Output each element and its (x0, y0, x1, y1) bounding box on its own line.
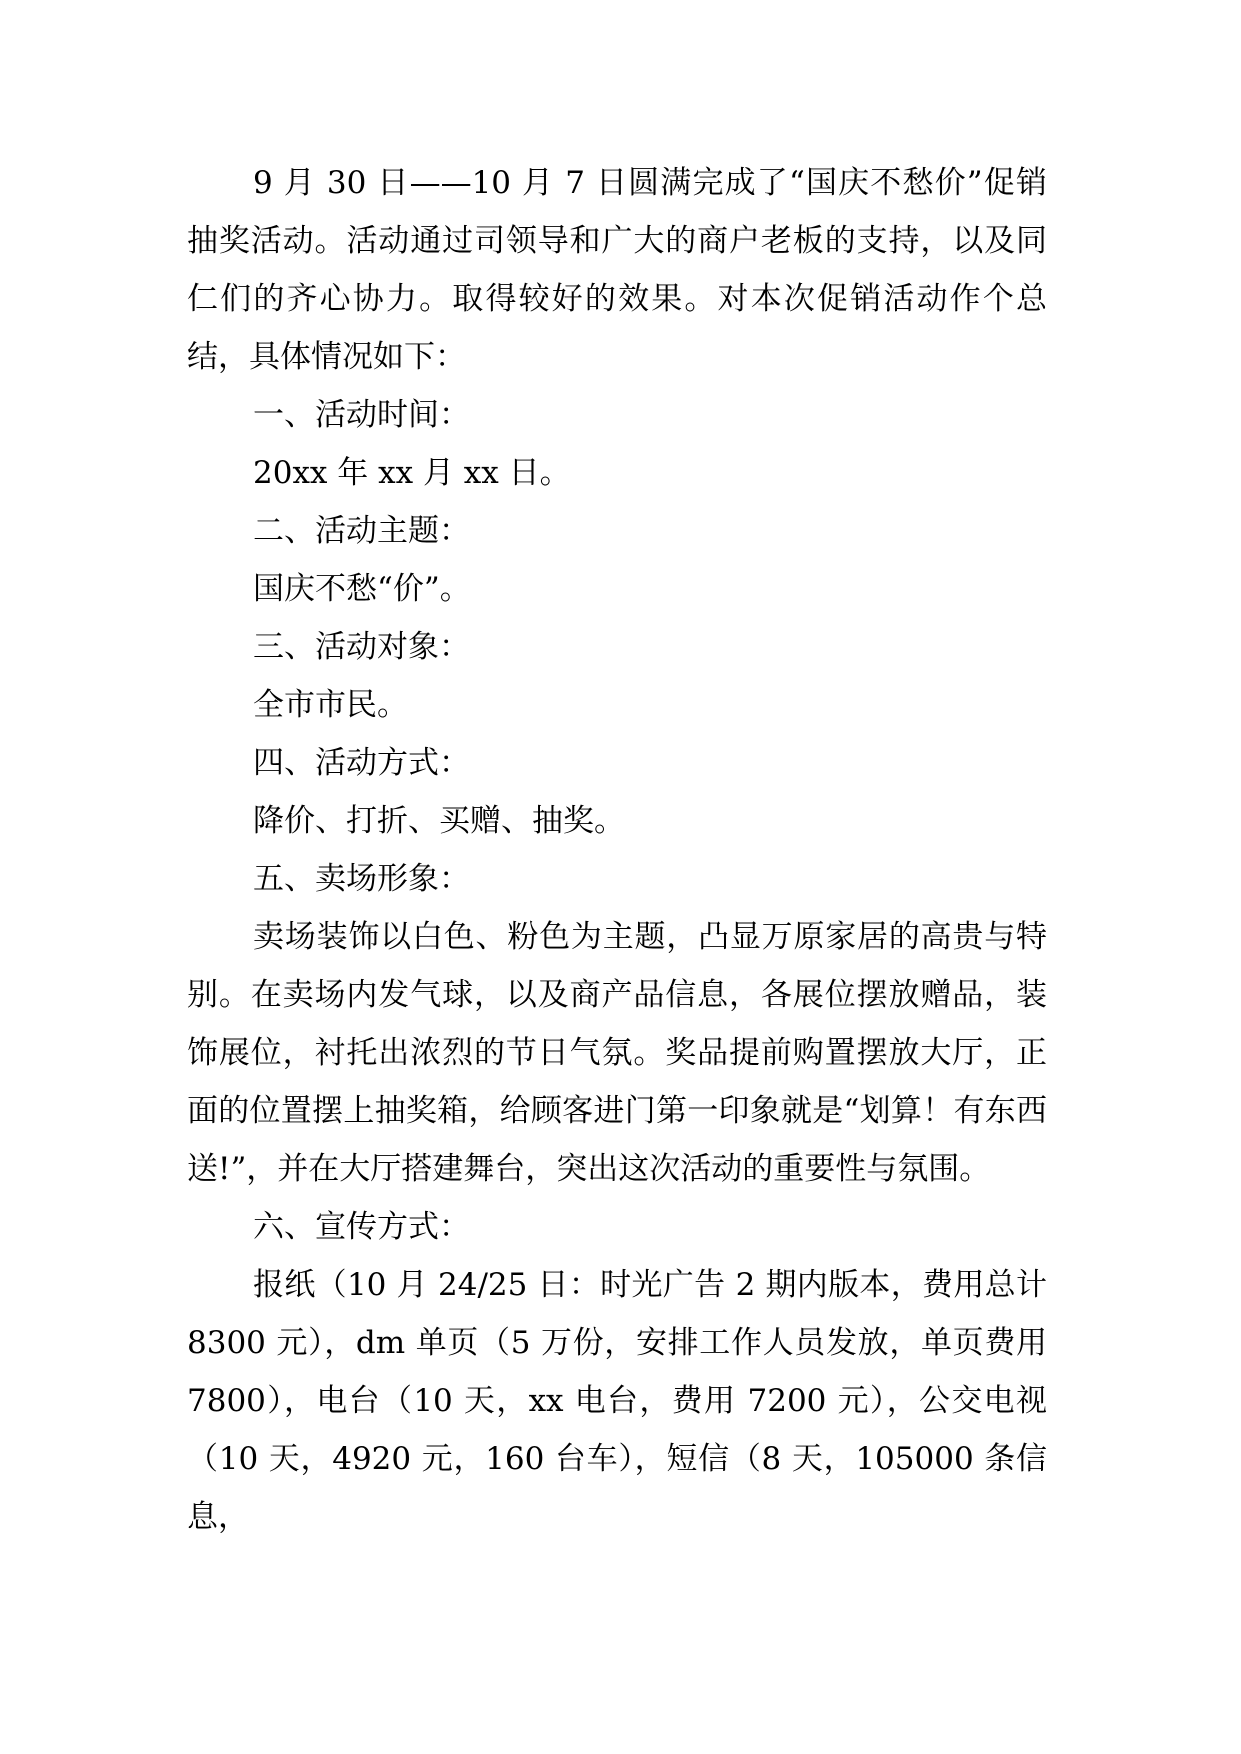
section-heading-method: 四、活动方式： (253, 745, 470, 781)
section-heading-audience: 三、活动对象： (253, 629, 470, 665)
section-heading-theme: 二、活动主题： (253, 513, 470, 549)
section-body-store-image: 卖场装饰以白色、粉色为主题，凸显万原家居的高贵与特别。在卖场内发气球，以及商产品信息，各展位摆放赠品，装饰展位，衬托出浓烈的节日气氛。奖品提前购置摆放大厅，正面的位置摆上抽奖箱，给顾客进门第一印象就是“划算！有东西送!”，并在大厅搭建舞台，突出这次活动的重要性与氛围。 (187, 919, 1047, 1187)
section-body-theme: 国庆不愁“价”。 (253, 571, 471, 607)
section-body-time: 20xx 年 xx 月 xx 日。 (253, 455, 571, 491)
intro-paragraph: 9 月 30 日——10 月 7 日圆满完成了“国庆不愁价”促销抽奖活动。活动通过司领导和广大的商户老板的支持，以及同仁们的齐心协力。取得较好的效果。对本次促销活动作个总结，具体情况如下： (187, 165, 1047, 375)
section-heading-time: 一、活动时间： (253, 397, 470, 433)
section-body-audience: 全市市民。 (253, 687, 408, 723)
section-body-method: 降价、打折、买赠、抽奖。 (253, 803, 625, 839)
section-body-promotion: 报纸（10 月 24/25 日：时光广告 2 期内版本，费用总计 8300 元），dm 单页（5 万份，安排工作人员发放，单页费用 7800），电台（10 天，xx 电台，费用 7200 元），公交电视（10 天，4920 元，160 台车），短信（8 天，105000 条信息， (187, 1267, 1047, 1535)
document-page (187, 154, 1047, 1546)
section-heading-store-image: 五、卖场形象： (253, 861, 470, 897)
section-heading-promotion: 六、宣传方式： (253, 1209, 470, 1245)
